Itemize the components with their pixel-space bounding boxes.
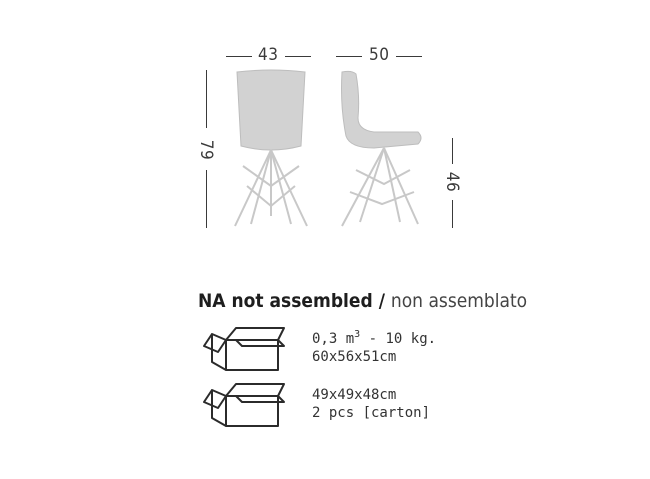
width-dim-line-right <box>285 56 311 57</box>
seat-dim-line-top <box>452 138 453 164</box>
chair-front-icon <box>225 66 317 232</box>
title-light: non assemblato <box>390 290 528 312</box>
title-separator: / <box>372 290 391 312</box>
depth-dimension: 50 <box>369 45 390 65</box>
box1-volume-weight: 0,3 $m^3 - 10$ kg. <box>312 329 437 347</box>
width-dimension: 43 <box>258 45 279 65</box>
box2-quantity: 2 pcs [carton] <box>312 405 431 421</box>
seat-dim-line-bottom <box>452 200 453 228</box>
height-dimension: 79 <box>196 139 217 161</box>
box1-size: 60x56x51cm <box>312 349 397 365</box>
seat-height-dimension: 46 <box>442 171 463 193</box>
box-icon <box>200 326 286 376</box>
depth-dim-line-right <box>396 56 422 57</box>
chair-side-icon <box>334 66 426 232</box>
box2-size: 49x49x48cm <box>312 387 397 403</box>
height-dim-line-bottom <box>206 170 207 228</box>
depth-dim-line-left <box>336 56 362 57</box>
box2-info <box>312 386 430 422</box>
box1-info <box>312 326 436 366</box>
width-dim-line-left <box>226 56 252 57</box>
title-bold: NA not assembled <box>198 290 373 312</box>
height-dim-line-top <box>206 70 207 128</box>
box-icon <box>200 382 286 432</box>
packaging-title <box>198 290 527 312</box>
